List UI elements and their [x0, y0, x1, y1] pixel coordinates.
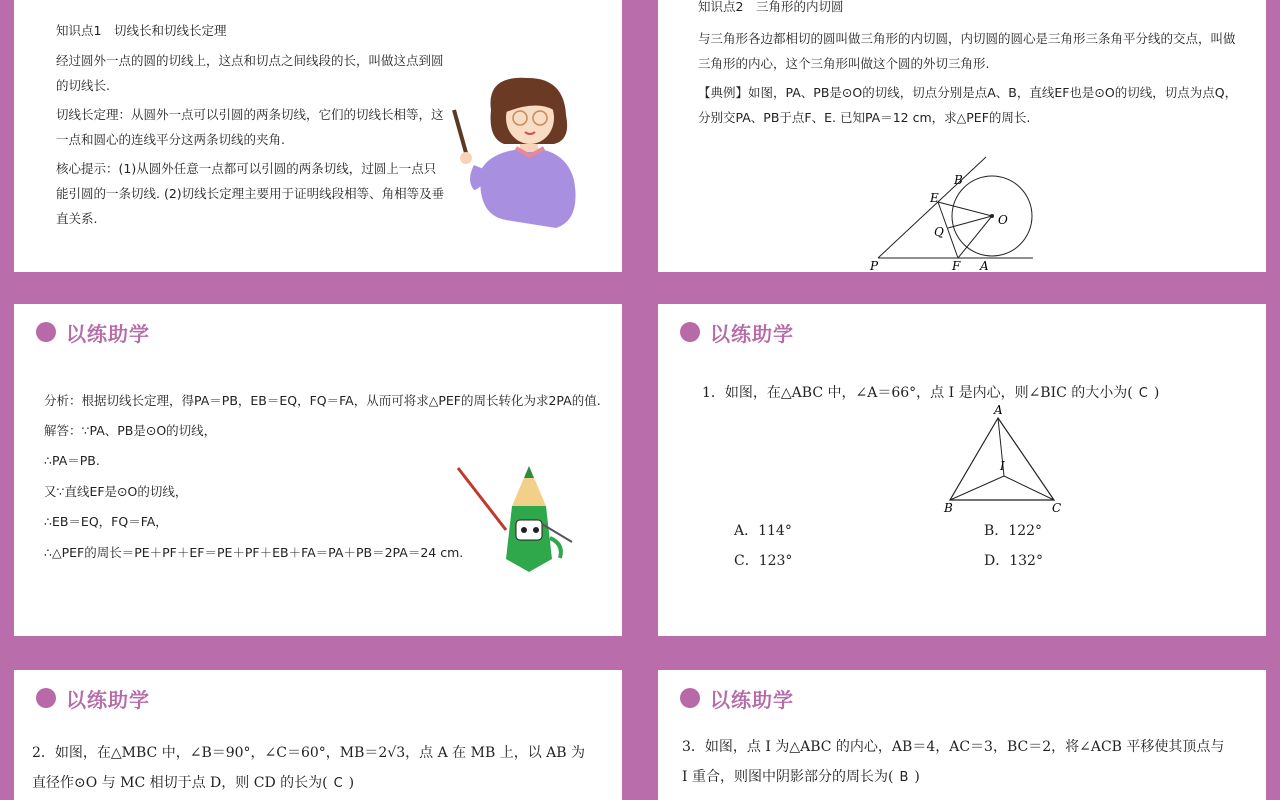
label-A: A: [980, 259, 989, 272]
question-1-answer: C: [1138, 386, 1148, 401]
header-title: 以练助学: [66, 321, 150, 346]
slide2-title: 知识点2 三角形的内切圆: [698, 0, 844, 14]
slide-6: [644, 660, 1280, 800]
header-dot: [680, 688, 700, 708]
analysis-line: 分析：根据切线长定理，得PA＝PB，EB＝EQ，FQ＝FA，从而可将求△PEF的周长转化为求2PA的值.: [44, 393, 601, 408]
slide2-paragraph-1: 与三角形各边都相切的圆叫做三角形的内切圆，内切圆的圆心是三角形三条角平分线的交点，叫做三角形的内心，这个三角形叫做这个圆的外切三角形.: [698, 31, 1236, 71]
slide3-header: [36, 318, 150, 346]
question-2-text: 直径作⊙O 与 MC 相切于点 D，则 CD 的长为(: [32, 775, 328, 791]
label-B: B: [944, 501, 953, 514]
question-2-close: ): [348, 775, 355, 791]
question-3-line-2: [682, 762, 920, 793]
header-dot: [680, 322, 700, 342]
header-title: 以练助学: [710, 687, 794, 712]
question-3-text: I 重合，则图中阴影部分的周长为(: [682, 769, 894, 785]
header-title: 以练助学: [66, 687, 150, 712]
teacher-illustration: [446, 70, 596, 240]
label-C: C: [1052, 501, 1062, 514]
label-P: P: [870, 259, 879, 272]
question-3-line-1: 3．如图，点 I 为△ABC 的内心，AB＝4，AC＝3，BC＝2，将∠ACB 平移使其顶点与: [682, 739, 1225, 755]
slide-1: [0, 0, 636, 286]
option-d[interactable]: D．132°: [984, 553, 1043, 569]
solution-line-4: ∴EB＝EQ，FQ＝FA，: [44, 514, 168, 529]
slide-5: [0, 660, 636, 800]
slide2-example: 【典例】如图，PA、PB是⊙O的切线，切点分别是点A、B，直线EF也是⊙O的切线，切点为点Q，分别交PA、PB于点F、E. 已知PA＝12 cm，求△PEF的周长.: [698, 85, 1238, 125]
tangent-circle-figure: [868, 152, 1068, 272]
header-dot: [36, 688, 56, 708]
label-A: A: [994, 404, 1003, 417]
label-E: E: [930, 191, 939, 205]
question-1-text: 1．如图，在△ABC 中，∠A＝66°，点 I 是内心，则∠BIC 的大小为(: [702, 385, 1133, 401]
label-I: I: [1000, 459, 1005, 473]
solution-line-1: 解答：∵PA、PB是⊙O的切线，: [44, 423, 217, 438]
question-1-close: ): [1153, 385, 1160, 401]
slide1-paragraph-1: 经过圆外一点的圆的切线上，这点和切点之间线段的长，叫做这点到圆的切线长.: [56, 53, 444, 93]
option-b[interactable]: B．122°: [984, 523, 1043, 539]
label-Q: Q: [934, 225, 944, 239]
slide-3: [0, 294, 636, 652]
triangle-incenter-figure: [940, 404, 1080, 514]
slide1-paragraph-2: 切线长定理：从圆外一点可以引圆的两条切线，它们的切线长相等，这一点和圆心的连线平分这两条切线的夹角.: [56, 107, 444, 147]
label-B: B: [954, 173, 963, 187]
slide-2: [644, 0, 1280, 286]
solution-line-3: 又∵直线EF是⊙O的切线，: [44, 484, 188, 499]
question-2-answer: C: [333, 776, 343, 791]
option-c[interactable]: C．123°: [734, 553, 793, 569]
solution-line-5: ∴△PEF的周长＝PE＋PF＋EF＝PE＋PF＋EB＋FA＝PA＋PB＝2PA＝24 cm.: [44, 545, 464, 560]
slide1-title: 知识点1 切线长和切线长定理: [56, 23, 227, 38]
slide-4: [644, 294, 1280, 652]
slide6-header: [680, 684, 794, 712]
question-3-answer: B: [899, 770, 909, 785]
question-3-close: ): [914, 769, 920, 785]
label-F: F: [952, 259, 961, 272]
header-dot: [36, 322, 56, 342]
slide5-header: [36, 684, 150, 712]
header-title: 以练助学: [710, 321, 794, 346]
question-1: [702, 378, 1159, 409]
option-a[interactable]: A．114°: [734, 523, 792, 539]
pencil-character-illustration: [454, 454, 574, 584]
slide4-header: [680, 318, 794, 346]
solution-line-2: ∴PA＝PB.: [44, 453, 100, 468]
question-2-line-2: [32, 768, 354, 799]
label-O: O: [998, 213, 1008, 227]
question-2-line-1: 2．如图，在△MBC 中，∠B＝90°，∠C＝60°，MB＝2√3，点 A 在 MB 上，以 AB 为: [32, 745, 585, 761]
slide1-paragraph-3: 核心提示：(1)从圆外任意一点都可以引圆的两条切线，过圆上一点只能引圆的一条切线. (2)切线长定理主要用于证明线段相等、角相等及垂直关系.: [56, 161, 445, 226]
